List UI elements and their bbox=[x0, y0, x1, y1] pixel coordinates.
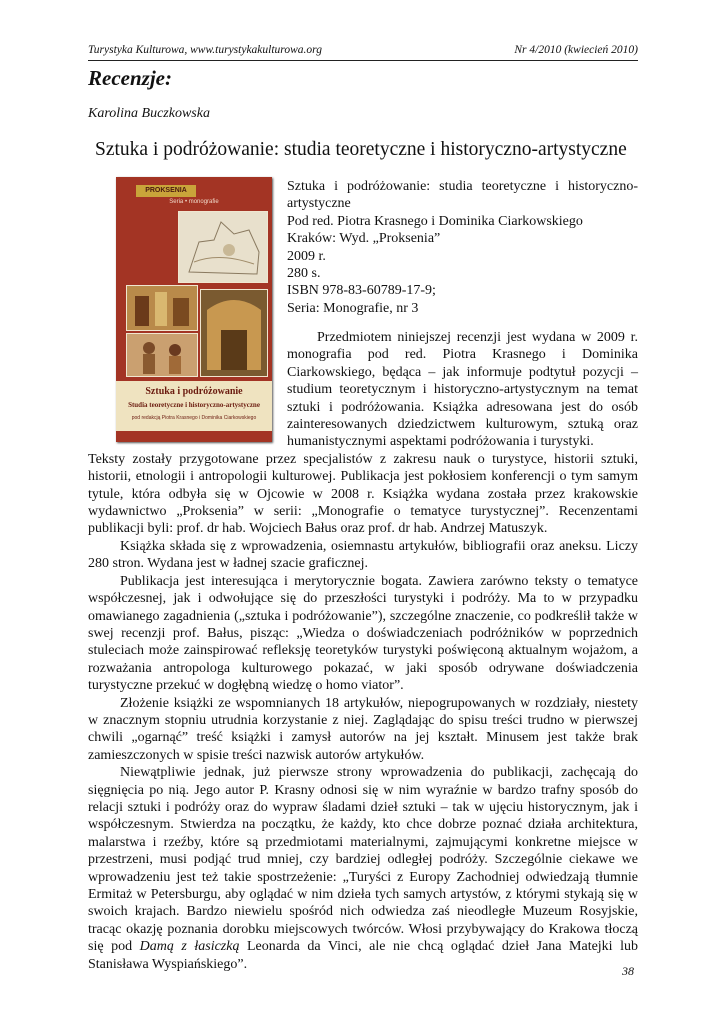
paragraph: Przedmiotem niniejszej recenzji jest wydana w 2009 r. monografia pod red. Piotra Krasnego i Dominika Ciarkowskiego, będąca – jak informuje podtytuł pozycji – studium teoretycznym i historyczno-artystycznym na temat sztuki i podróżowania. Książka adresowana jest do osób zainteresowanych dziedzictwem kulturowym, sztuką oraz humanistycznymi aspektami podróżowania i turystyki. bbox=[287, 330, 638, 450]
meta-isbn: ISBN 978-83-60789-17-9; bbox=[287, 283, 436, 299]
author-name: Karolina Buczkowska bbox=[88, 106, 210, 121]
meta-title: Sztuka i podróżowanie: studia teoretyczne i historyczno-artystyczne bbox=[287, 179, 638, 212]
sketch-illustration bbox=[179, 212, 267, 282]
book-metadata bbox=[287, 178, 638, 317]
paragraph bbox=[88, 764, 638, 973]
paragraph: Książka składa się z wprowadzenia, osiemnastu artykułów, bibliografii oraz aneksu. Liczy 280 stron. Wydana jest w ładnej szacie graficznej. bbox=[88, 538, 638, 572]
journal-name: Turystyka Kulturowa, www.turystykakulturowa.org bbox=[88, 44, 322, 56]
paragraph: Złożenie książki ze wspomnianych 18 artykułów, niepogrupowanych w rozdziały, niestety w znacznym stopniu utrudnia korzystanie z niej. Zaglądając do spisu treści trudno w pierwszej chwili „ogarnąć” treść książki i zamysł autorów na jej kształt. Minusem jest także brak zamieszczonych w spisie treści nazwisk autorów artykułów. bbox=[88, 695, 638, 763]
meta-editors: Pod red. Piotra Krasnego i Dominika Ciarkowskiego bbox=[287, 213, 583, 229]
cover-editors: pod redakcją Piotra Krasnego i Dominika Ciarkowskiego bbox=[131, 415, 257, 421]
issue-number: Nr 4/2010 (kwiecień 2010) bbox=[514, 44, 638, 56]
review-body bbox=[88, 329, 638, 973]
page-number: 38 bbox=[622, 964, 634, 978]
cover-series: Seria • monografie bbox=[169, 199, 219, 205]
artwork-title: Damą z łasiczką bbox=[139, 939, 240, 955]
cover-publisher: PROKSENIA bbox=[136, 185, 196, 197]
painting-illustration bbox=[127, 286, 197, 330]
running-header bbox=[88, 42, 638, 61]
review-title: Sztuka i podróżowanie: studia teoretyczne i historyczno-artystyczne bbox=[95, 139, 627, 160]
paragraph: Teksty zostały przygotowane przez specjalistów z zakresu nauk o turystyce, historii sztuki, historii, etnologii i antropologii kulturowej. Publikacja jest pokłosiem konferencji o tym samym tytule, która odbyła się w Ojcowie w 2008 r. Książka wydana została przez krakowskie wydawnictwo „Proksenia” w serii: „Monografie o tematyce turystycznej”. Recenzentami publikacji byli: prof. dr hab. Wojciech Bałus oraz prof. dr hab. Andrzej Matuszyk. bbox=[88, 451, 638, 537]
paragraph-text: Niewątpliwie jednak, już pierwsze strony wprowadzenia do publikacji, zachęcają do sięgnięcia po nią. Jego autor P. Krasny odnosi się w nim wyraźnie w bardzo trafny sposób do relacji sztuki i podróży oraz do wypraw śladami dzieł sztuki – tak w ujęciu historycznym, jak i współczesnym. Stwierdza na początku, że każdy, kto chce dobrze poznać działa architektura, malarstwa i rzeźby, które są przedmiotami materialnymi, zajmującymi konkretne miejsce w przestrzeni, musi podjąć trud mniej, czy bardziej odległej podróży. Szczególnie ciekawe we wprowadzeniu jest też takie spostrzeżenie: „Turyści z Europy Zachodniej odwiedzają tłumnie Ermitaż w Petersburgu, aby oglądać w nim dzieła tych samych artystów, z którymi stykają się w swoich krajach. Bardzo niewielu spośród nich odwiedza zaś nieodległe Muzeum Rosyjskie, tracąc okazję poznania dorobku miejscowych twórców. Włosi przybywający do Krakowa tłoczą się pod bbox=[88, 765, 638, 955]
paragraph-text: Leonarda da Vinci, ale nie chcą oglądać dzieł Jana Matejki lub Stanisława Wyspiańskiego”. bbox=[88, 939, 638, 972]
paragraph: Publikacja jest interesująca i merytorycznie bogata. Zawiera zarówno teksty o tematyce współczesnej, jak i odwołujące się do przeszłości turystyki i podróży. Ma to w przypadku omawianego zagadnienia („sztuka i podróżowanie”), szczególne znaczenie, co podkreślił także w swej recenzji prof. Bałus, pisząc: „Wiedza o doświadczeniach podróżników w poprzednich stuleciach może zainspirować refleksję teoretyków turystyki poświęconą aktualnym wojażom, a rozważania antropologa kulturowego pokazać, w jaki sposób odrywane doświadczenia turystyczne przekuć w dogłębną wiedzę o homo viator”. bbox=[88, 573, 638, 694]
cover-illustration-mid bbox=[126, 285, 198, 331]
meta-year: 2009 r. bbox=[287, 248, 326, 264]
cover-subtitle: Studia teoretyczne i historyczno-artystyczne bbox=[128, 401, 260, 409]
cover-title: Sztuka i podróżowanie bbox=[145, 386, 243, 397]
meta-publisher: Kraków: Wyd. „Proksenia” bbox=[287, 231, 441, 247]
meta-series: Seria: Monografie, nr 3 bbox=[287, 300, 419, 316]
section-heading: Recenzje: bbox=[88, 66, 172, 90]
meta-pages: 280 s. bbox=[287, 266, 321, 282]
cover-illustration-top bbox=[178, 211, 268, 283]
